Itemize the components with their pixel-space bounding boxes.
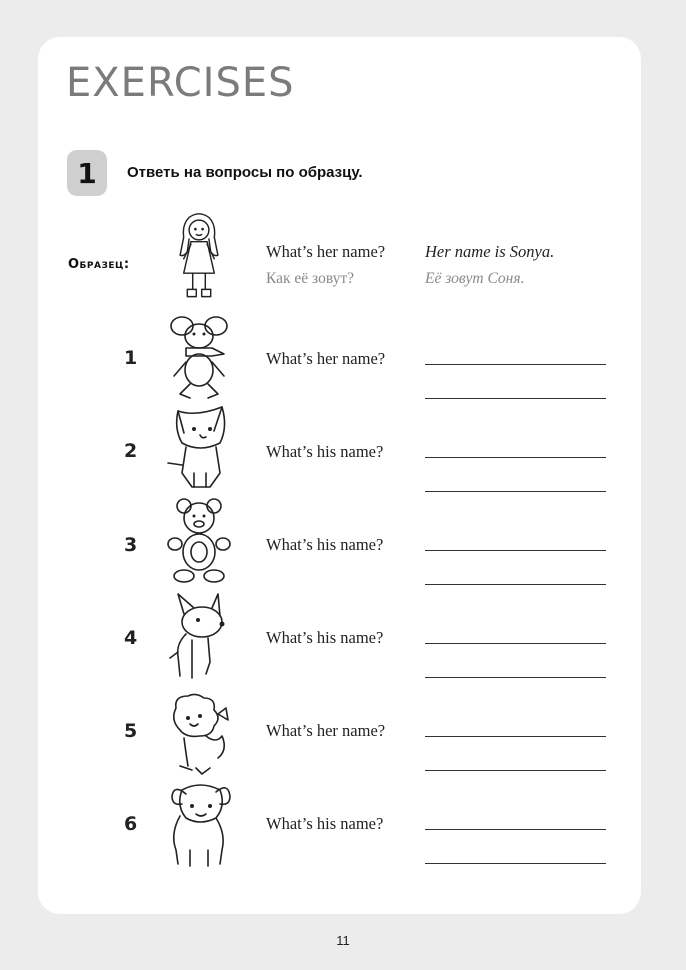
item-number: 1 xyxy=(124,347,138,369)
sample-question: What’s her name? xyxy=(266,242,386,261)
item-question: What’s her name? xyxy=(266,721,386,740)
sample-answer-translation: Её зовут Соня. xyxy=(425,270,525,287)
answer-line[interactable] xyxy=(425,584,606,585)
exercise-number-badge: 1 xyxy=(67,150,107,196)
sample-answer: Her name is Sonya. xyxy=(425,242,555,261)
ram-toy-icon xyxy=(166,780,232,870)
answer-line[interactable] xyxy=(425,677,606,678)
answer-line[interactable] xyxy=(425,643,606,644)
mouse-toy-icon xyxy=(166,312,232,402)
answer-line[interactable] xyxy=(425,736,606,737)
kitten-toy-icon xyxy=(166,403,232,493)
item-question: What’s her name? xyxy=(266,349,386,368)
item-question: What’s his name? xyxy=(266,535,384,554)
poodle-toy-icon xyxy=(166,690,232,780)
exercise-instruction: Ответь на вопросы по образцу. xyxy=(127,164,363,181)
answer-line[interactable] xyxy=(425,770,606,771)
answer-line[interactable] xyxy=(425,398,606,399)
item-number: 5 xyxy=(124,720,138,742)
answer-line[interactable] xyxy=(425,550,606,551)
answer-line[interactable] xyxy=(425,364,606,365)
sample-label: Образец: xyxy=(68,257,130,272)
page-number: 11 xyxy=(336,933,350,948)
puppy-toy-icon xyxy=(166,592,232,682)
answer-line[interactable] xyxy=(425,491,606,492)
item-question: What’s his name? xyxy=(266,442,384,461)
answer-line[interactable] xyxy=(425,863,606,864)
item-number: 4 xyxy=(124,627,138,649)
item-number: 6 xyxy=(124,813,138,835)
page-title: EXERCISES xyxy=(66,60,295,106)
answer-line[interactable] xyxy=(425,457,606,458)
sample-question-translation: Как её зовут? xyxy=(266,270,355,287)
item-question: What’s his name? xyxy=(266,814,384,833)
answer-line[interactable] xyxy=(425,829,606,830)
doll-toy-icon xyxy=(166,212,232,302)
item-number: 2 xyxy=(124,440,138,462)
item-number: 3 xyxy=(124,534,138,556)
item-question: What’s his name? xyxy=(266,628,384,647)
teddy-bear-icon xyxy=(166,496,232,586)
